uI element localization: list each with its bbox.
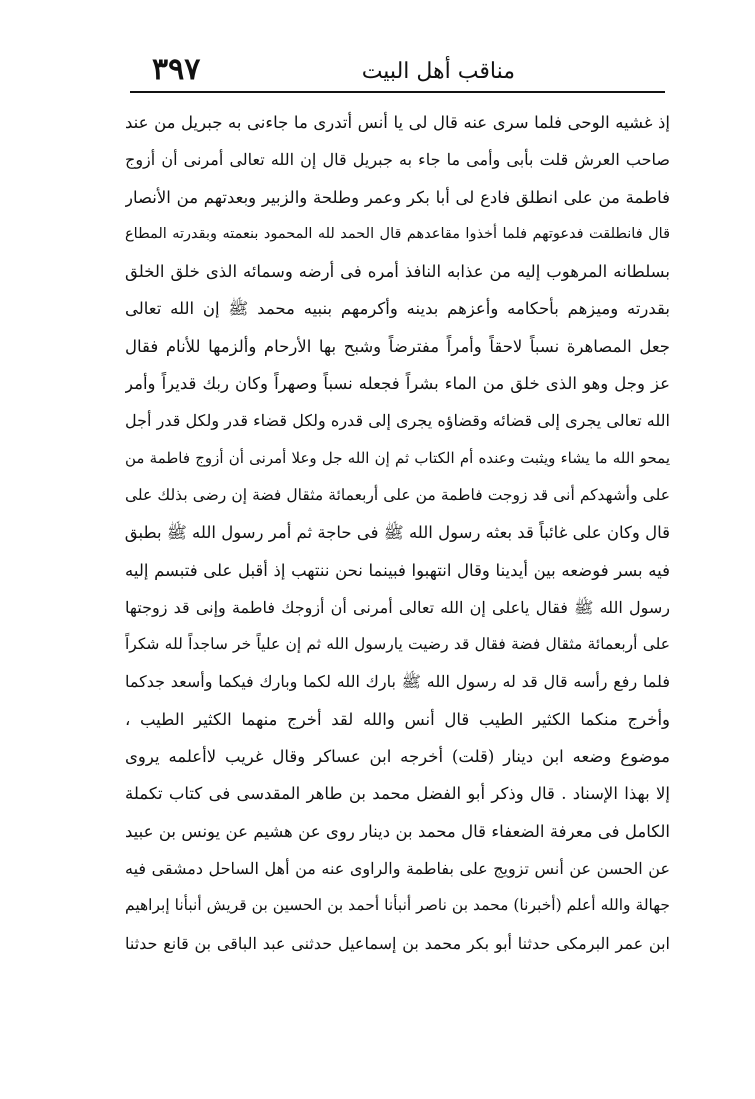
- running-header: [130, 50, 665, 92]
- text-line: قال فانطلقت فدعوتهم فلما أخذوا مقاعدهم قال الحمد لله المحمود بنعمته وبقدرته المطاع: [125, 225, 670, 242]
- text-line: بسلطانه المرهوب إليه من عذابه النافذ أمره فى أرضه وسمائه الذى خلق الخلق: [125, 262, 670, 282]
- text-line: وأخرج منكما الكثير الطيب قال أنس والله لقد أخرج منهما الكثير الطيب ،: [125, 709, 670, 729]
- page-number: ٣٩٧: [152, 52, 201, 87]
- text-line: بقدرته وميزهم بأحكامه وأعزهم بدينه وأكرمهم بنبيه محمد ﷺ إن الله تعالى: [125, 299, 670, 319]
- text-line: موضوع وضعه ابن دينار (قلت) أخرجه ابن عساكر وقال غريب لاأعلمه يروى: [125, 747, 670, 767]
- text-line: رسول الله ﷺ فقال ياعلى إن الله تعالى أمرنى أن أزوجك فاطمة وإنى قد زوجتها: [125, 597, 670, 617]
- text-line: على وأشهدكم أنى قد زوجت فاطمة من على أربعمائة مثقال فضة إن رضى بذلك على: [125, 485, 670, 504]
- text-line: ابن عمر البرمكى حدثنا أبو بكر محمد بن إسماعيل حدثنى عبد الباقى بن قانع حدثنا: [125, 933, 670, 953]
- text-line: إلا بهذا الإسناد . قال وذكر أبو الفضل محمد بن طاهر المقدسى فى كتاب تكملة: [125, 784, 670, 804]
- text-line: صاحب العرش قلت بأبى وأمى ما جاء به جبريل قال إن الله تعالى أمرنى أن أزوج: [125, 150, 670, 170]
- text-line: عز وجل وهو الذى خلق من الماء بشراً فجعله نسباً وصهراً وكان ربك قديراً وأمر: [125, 374, 670, 394]
- text-line: قال وكان على غائباً قد بعثه رسول الله ﷺ فى حاجة ثم أمر رسول الله ﷺ بطبق: [125, 523, 670, 543]
- text-line: الكامل فى معرفة الضعفاء قال محمد بن دينار روى عن هشيم عن يونس بن عبيد: [125, 821, 670, 841]
- header-rule: [130, 91, 665, 93]
- text-line: يمحو الله ما يشاء ويثبت وعنده أم الكتاب ثم إن الله جل وعلا أمرنى أن أزوج فاطمة من: [125, 448, 670, 467]
- text-line: فلما رفع رأسه قال قد له رسول الله ﷺ بارك الله لكما وبارك فيكما وأسعد جدكما: [125, 672, 670, 692]
- text-line: على أربعمائة مثقال فضة فقال قد رضيت يارسول الله ثم إن علياً خر ساجداً لله شكراً: [125, 635, 670, 654]
- header-title: مناقب أهل البيت: [361, 59, 515, 84]
- text-line: فيه بسر فوضعه بين أيدينا وقال انتهبوا فبينما نحن ننتهب إذ أقبل على فتبسم إليه: [125, 560, 670, 580]
- text-line: إذ غشيه الوحى فلما سرى عنه قال لى يا أنس أتدرى ما جاءنى به جبريل من عند: [125, 113, 670, 132]
- body-text: [125, 104, 670, 962]
- text-line: عن الحسن عن أنس تزويج على بفاطمة والراوى عنه من أهل الساحل دمشقى فيه: [125, 858, 670, 878]
- text-line: فاطمة من على انطلق فادع لى أبا بكر وعمر وطلحة والزبير وبعدتهم من الأنصار: [125, 187, 670, 207]
- text-line: جعل المصاهرة نسباً لاحقاً وأمراً مفترضاً وشبح بها الأرحام وألزمها للأنام فقال: [125, 336, 670, 356]
- text-line: الله تعالى يجرى إلى قضائه وقضاؤه يجرى إلى قدره ولكل قضاء قدر ولكل قدر أجل: [125, 411, 670, 431]
- text-line: جهالة والله أعلم (أخبرنا) محمد بن ناصر أنبأنا أحمد بن الحسين بن قريش أنبأنا إبراهيم: [125, 896, 670, 915]
